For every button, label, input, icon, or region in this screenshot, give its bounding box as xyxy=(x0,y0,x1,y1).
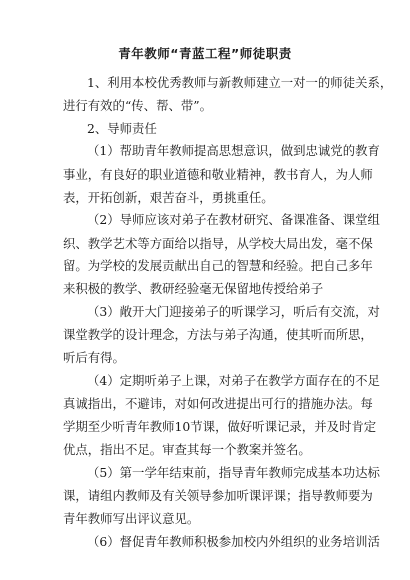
paragraph-line: 听后有得。 xyxy=(63,350,125,365)
paragraph-line: 事业，有良好的职业道德和敬业精神，教书育人，为人师 xyxy=(63,167,373,182)
document-title: 青年教师“青蓝工程”师徒职责 xyxy=(118,46,292,61)
paragraph-line: 1、利用本校优秀教师与新教师建立一对一的师徒关系， xyxy=(87,75,393,90)
paragraph-line: （1）帮助青年教师提高思想意识，做到忠诚党的教育 xyxy=(87,143,380,158)
paragraph-line: 青年教师写出评议意见。 xyxy=(63,511,200,526)
paragraph-line: 进行有效的“传、帮、带”。 xyxy=(63,98,212,113)
paragraph-line: （6）督促青年教师积极参加校内外组织的业务培训活 xyxy=(87,534,380,549)
paragraph-line: 织、教学艺术等方面给以指导，从学校大局出发，毫不保 xyxy=(63,236,373,251)
paragraph-line: 学期至少听青年教师10节课，做好听课记录，并及时肯定 xyxy=(63,419,377,434)
paragraph-line: 来积极的教学、教研经验毫无保留地传授给弟子 xyxy=(63,281,324,296)
paragraph-line: （2）导师应该对弟子在教材研究、备课准备、课堂组 xyxy=(87,212,380,227)
paragraph-line: 优点，指出不足。审查其每一个教案并签名。 xyxy=(63,442,311,457)
paragraph-line: 课堂教学的设计理念，方法与弟子沟通，使其听而所思， xyxy=(63,327,373,342)
paragraph-line: （4）定期听弟子上课，对弟子在教学方面存在的不足 xyxy=(87,373,380,388)
paragraph-line: 课，请组内教师及有关领导参加听课评课；指导教师要为 xyxy=(63,488,373,503)
paragraph-line: 留。为学校的发展贡献出自己的智慧和经验。把自己多年 xyxy=(63,258,373,273)
paragraph-line: （5）第一学年结束前，指导青年教师完成基本功达标 xyxy=(87,465,380,480)
paragraph-line: 2、导师责任 xyxy=(87,121,157,136)
paragraph-line: （3）敞开大门迎接弟子的听课学习，听后有交流，对 xyxy=(87,304,380,319)
paragraph-line: 表，开拓创新，艰苦奋斗，勇挑重任。 xyxy=(63,190,274,205)
paragraph-line: 真诚指出，不避讳，对如何改进提出可行的措施办法。每 xyxy=(63,396,373,411)
